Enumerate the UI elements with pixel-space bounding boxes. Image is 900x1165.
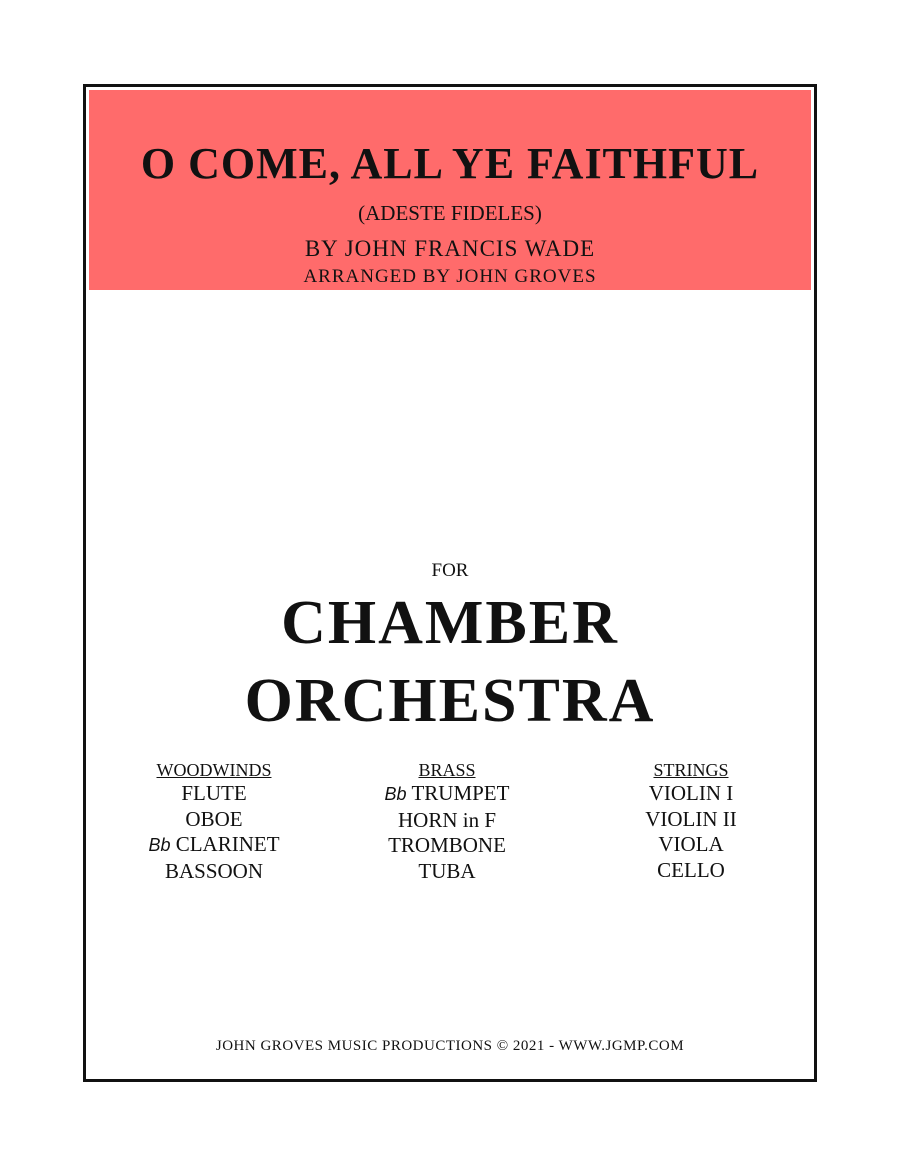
instrument-name: HORN in F [397, 807, 497, 832]
instrument-name: CLARINET [175, 832, 280, 856]
instrument-item [104, 781, 324, 807]
composer-credit: BY JOHN FRANCIS WADE [304, 236, 596, 261]
arranger-credit: ARRANGED BY JOHN GROVES [303, 266, 597, 287]
for-label: FOR [431, 560, 469, 581]
instrument-name: VIOLIN I [648, 781, 734, 805]
instrument-item [104, 807, 324, 833]
strings-list [581, 781, 801, 883]
instrument-name: TRUMPET [411, 781, 510, 805]
instrument-name: VIOLIN II [645, 806, 737, 831]
cover-frame [83, 84, 817, 1082]
instrument-item [337, 808, 557, 834]
song-subtitle: (ADESTE FIDELES) [358, 201, 542, 225]
instrument-item [337, 781, 557, 808]
instrument-item [581, 807, 801, 833]
song-title: O COME, ALL YE FAITHFUL [140, 139, 760, 188]
brass-heading: BRASS [418, 760, 476, 780]
instrument-item [581, 832, 801, 858]
strings-section [581, 759, 801, 883]
ensemble-line-2: ORCHESTRA [244, 667, 656, 735]
instrument-item [581, 858, 801, 884]
ensemble-line-1: CHAMBER [281, 589, 619, 657]
instrument-item [337, 833, 557, 859]
instrument-name: CELLO [657, 857, 725, 882]
instrument-name: FLUTE [181, 781, 247, 805]
strings-heading: STRINGS [653, 760, 729, 780]
instrument-item [337, 859, 557, 885]
title-band [89, 90, 811, 290]
footer-copyright: JOHN GROVES MUSIC PRODUCTIONS © 2021 - WWW.JGMP.COM [215, 1038, 685, 1054]
brass-section [337, 759, 557, 884]
instrument-name: OBOE [185, 806, 243, 831]
key-prefix: Bb [384, 784, 407, 804]
woodwinds-heading: WOODWINDS [156, 760, 272, 780]
woodwinds-list [104, 781, 324, 884]
instrument-item [104, 859, 324, 885]
instrument-name: BASSOON [164, 858, 264, 883]
key-prefix: Bb [148, 835, 171, 855]
instrument-name: VIOLA [658, 832, 724, 856]
instrument-item [581, 781, 801, 807]
woodwinds-section [104, 759, 324, 884]
brass-list [337, 781, 557, 884]
instrument-item [104, 832, 324, 859]
instrument-name: TUBA [418, 858, 476, 883]
instrument-name: TROMBONE [388, 833, 506, 857]
